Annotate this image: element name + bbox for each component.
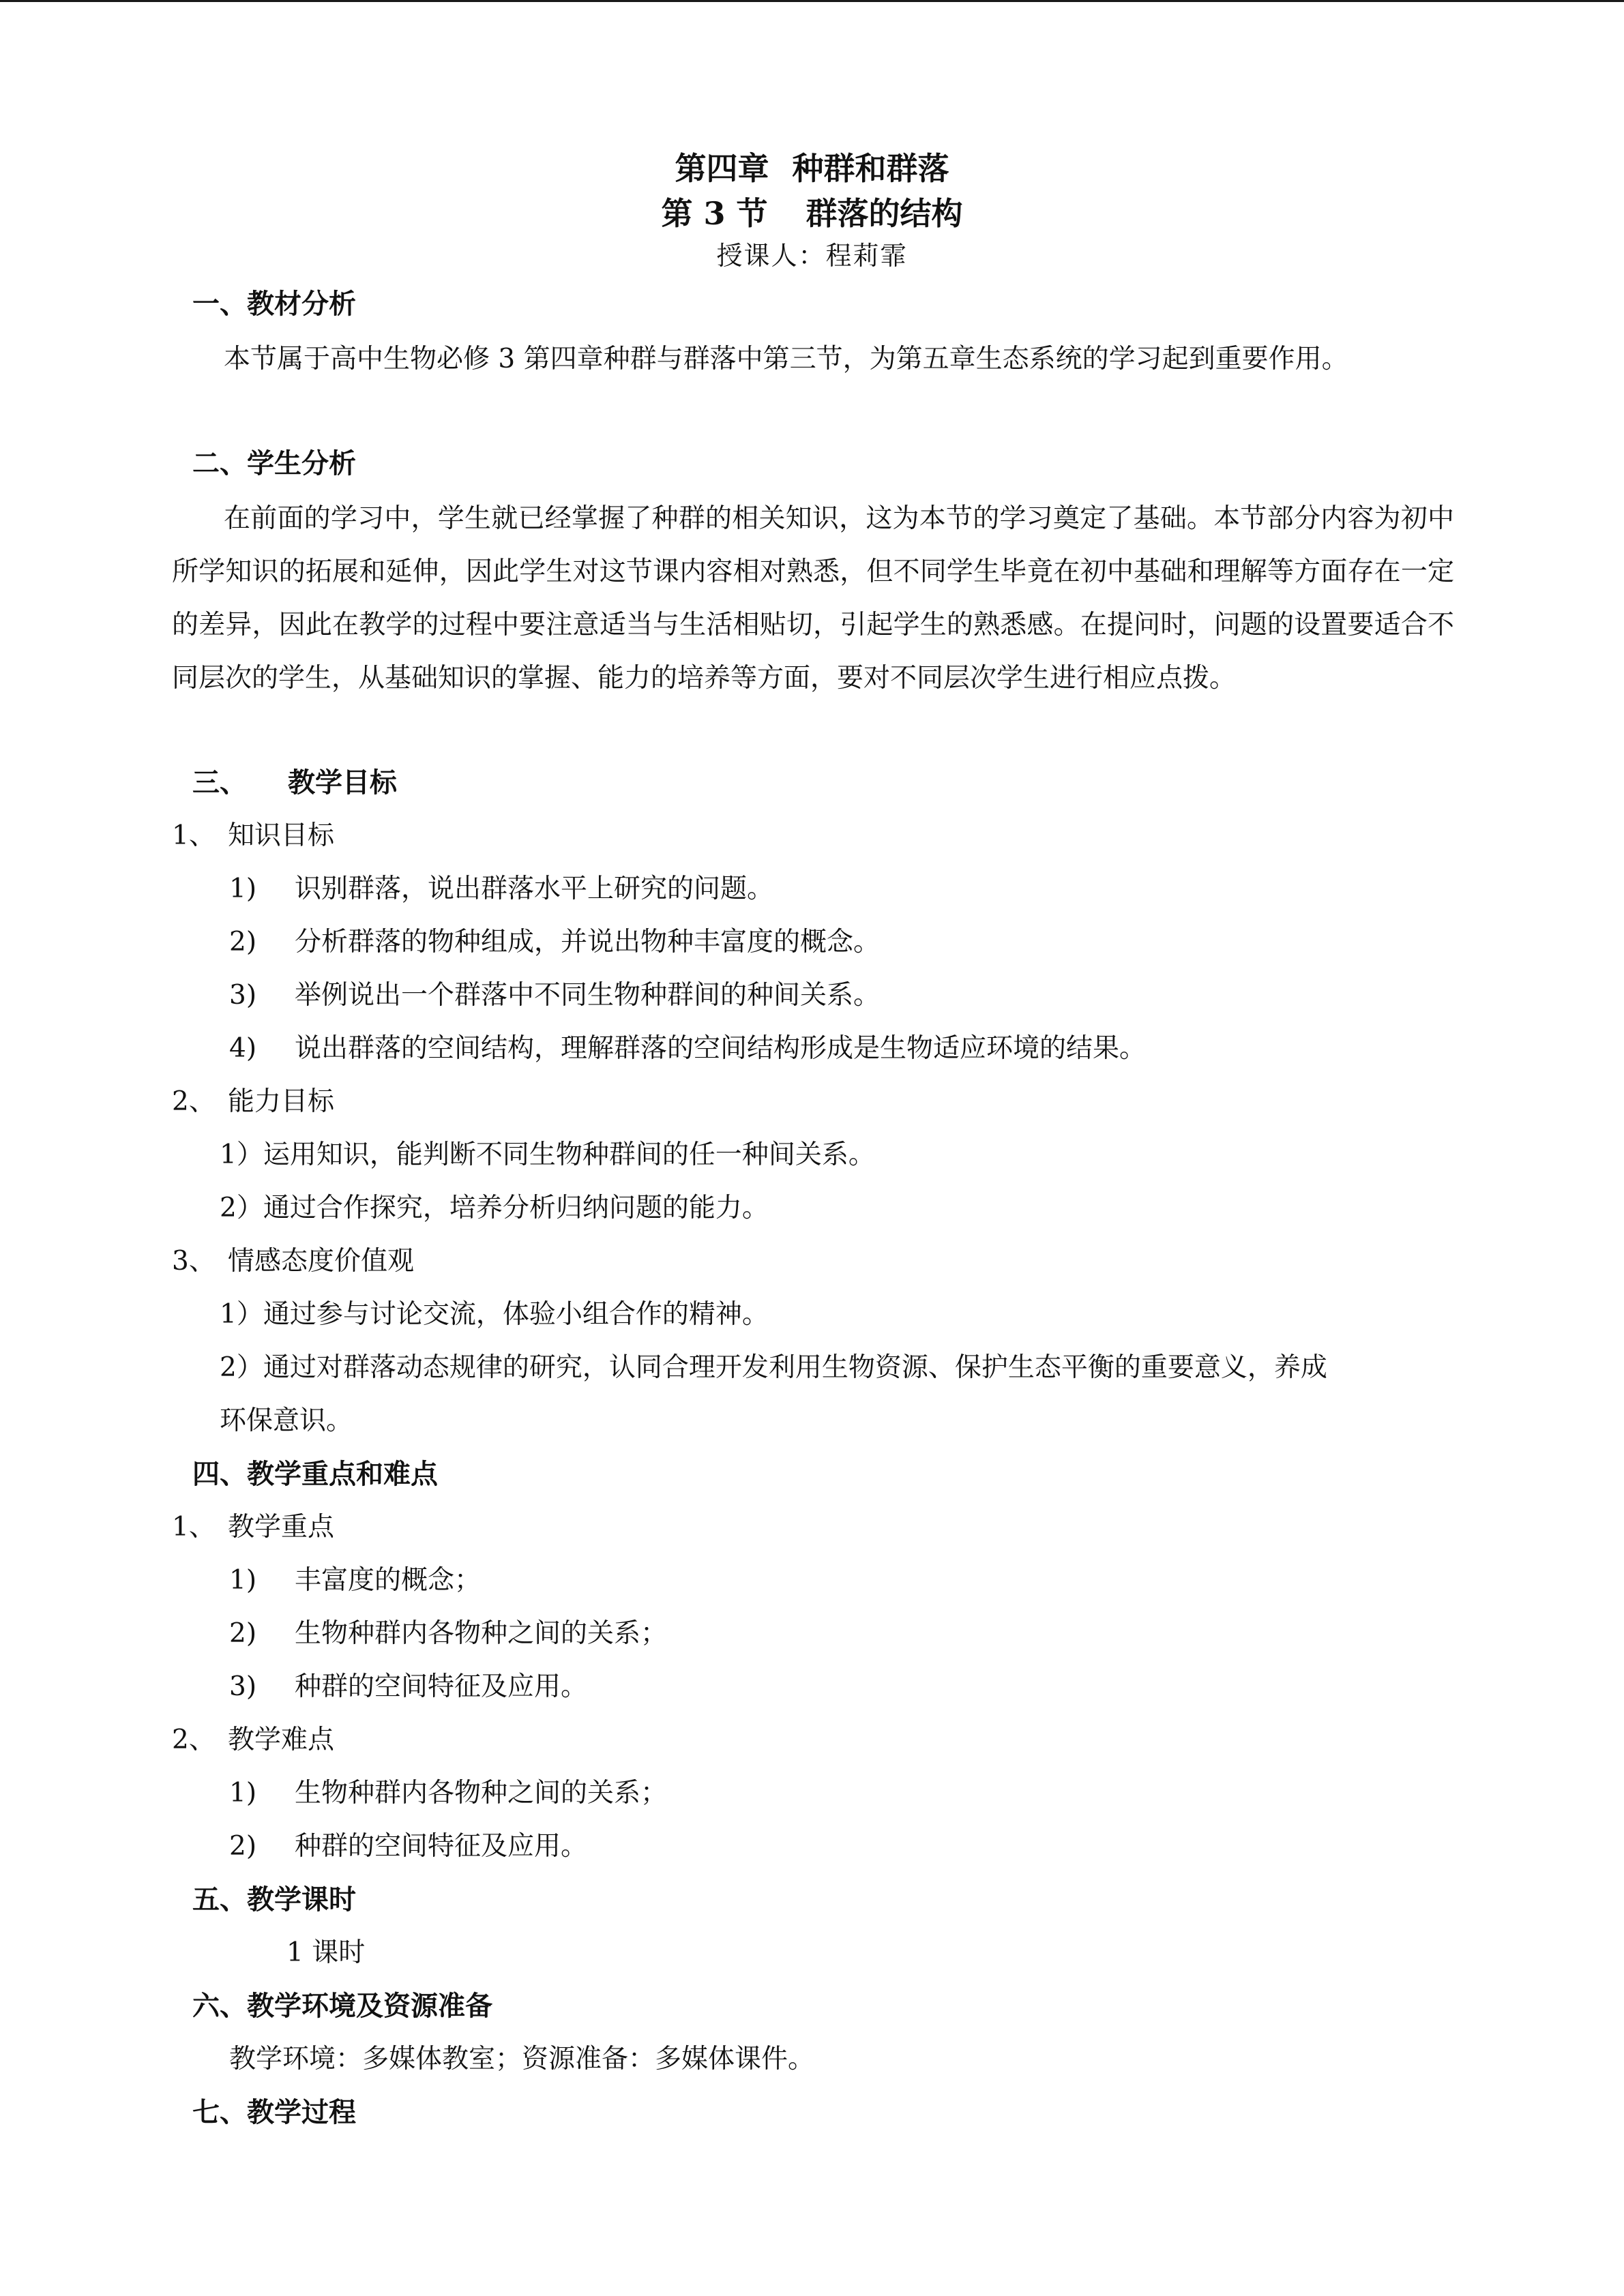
teacher-name: 程莉霏: [825, 241, 908, 271]
students-paragraph: 在前面的学习中，学生就已经掌握了种群的相关知识，这为本节的学习奠定了基础。本节部分内容为初中所学知识的拓展和延伸，因此学生对这节课内容相对熟悉，但不同学生毕竟在初中基础和理解等方面存在一定的差异，因此在教学的过程中要注意适当与生活相贴切，引起学生的熟悉感。在提问时，问题的设置要适合不同层次的学生，从基础知识的掌握、能力的培养等方面，要对不同层次学生进行相应点拨。: [172, 503, 1454, 694]
list-item: [229, 982, 880, 1009]
difficult-label-text: 教学难点: [228, 1725, 335, 1755]
knowledge-label-text: 知识目标: [228, 820, 335, 851]
chapter-title: [0, 150, 1624, 187]
list-item-continuation: 环保意识。: [220, 1405, 353, 1436]
difficult-points-label: [172, 1727, 334, 1753]
list-item: 1）运用知识，能判断不同生物种群间的任一种间关系。: [220, 1139, 875, 1170]
list-item: [229, 1833, 587, 1860]
environment-text: 教学环境：多媒体教室；资源准备：多媒体课件。: [229, 2044, 815, 2074]
materials-paragraph: 本节属于高中生物必修 3 第四章种群与群落中第三节，为第五章生态系统的学习起到重要作用。: [224, 344, 1348, 374]
knowledge-label-number: 1、: [172, 820, 216, 851]
list-item-number: 1): [229, 1778, 257, 1808]
section-heading-environment: 六、教学环境及资源准备: [192, 1990, 492, 2022]
teacher-label: 授课人：: [716, 241, 826, 271]
list-item: 2）通过合作探究，培养分析归纳问题的能力。: [220, 1193, 769, 1223]
chapter-name: 种群和群落: [792, 150, 949, 187]
difficult-label-number: 2、: [172, 1725, 216, 1755]
list-item-text: 识别群落，说出群落水平上研究的问题。: [295, 874, 774, 904]
list-item-text: 举例说出一个群落中不同生物种群间的种间关系。: [295, 980, 881, 1011]
section-heading-students: 二、学生分析: [192, 447, 356, 479]
emotion-objectives-label: [172, 1246, 415, 1277]
ability-objectives-label: [172, 1088, 334, 1115]
list-item: [229, 1780, 667, 1806]
emotion-label-number: 3、: [172, 1246, 216, 1277]
section-name: 群落的结构: [806, 195, 963, 232]
objectives-heading-number: 三、: [192, 766, 247, 799]
chapter-number: 第四章: [675, 150, 769, 187]
class-hours-value: 1 课时: [286, 1937, 366, 1968]
teacher-line: [0, 243, 1624, 269]
list-item-text: 生物种群内各物种之间的关系；: [295, 1618, 668, 1649]
list-item-text: 分析群落的物种组成，并说出物种丰富度的概念。: [295, 927, 881, 957]
ability-label-number: 2、: [172, 1086, 216, 1117]
list-item-number: 2): [229, 1831, 257, 1862]
list-item: [229, 876, 773, 902]
section-heading-class-hours: 五、教学课时: [192, 1883, 356, 1915]
list-item-number: 4): [229, 1033, 257, 1064]
list-item-number: 2): [229, 1618, 257, 1649]
list-item-text: 丰富度的概念；: [295, 1565, 482, 1596]
list-item-text: 种群的空间特征及应用。: [295, 1671, 588, 1702]
list-item-number: 3): [229, 1671, 257, 1702]
knowledge-objectives-label: [172, 822, 334, 849]
list-item-text: 说出群落的空间结构，理解群落的空间结构形成是生物适应环境的结果。: [295, 1033, 1147, 1064]
section-title: [0, 195, 1624, 232]
list-item: 2）通过对群落动态规律的研究，认同合理开发利用生物资源、保护生态平衡的重要意义，养成: [220, 1352, 1327, 1383]
list-item-number: 2): [229, 927, 257, 957]
list-item: [229, 929, 880, 955]
key-points-label: [172, 1514, 334, 1540]
emotion-label-text: 情感态度价值观: [228, 1246, 415, 1277]
list-item-number: 1): [229, 1565, 257, 1596]
key-label-text: 教学重点: [228, 1512, 335, 1542]
list-item: 1）通过参与讨论交流，体验小组合作的精神。: [220, 1299, 769, 1330]
list-item-number: 3): [229, 980, 257, 1011]
list-item-number: 1): [229, 874, 257, 904]
section-number: 第 3 节: [661, 195, 768, 232]
list-item: [229, 1620, 667, 1647]
list-item-text: 种群的空间特征及应用。: [295, 1831, 588, 1862]
key-label-number: 1、: [172, 1512, 216, 1542]
list-item: [229, 1673, 587, 1700]
section-heading-process: 七、教学过程: [192, 2096, 356, 2128]
ability-label-text: 能力目标: [228, 1086, 335, 1117]
list-item-text: 生物种群内各物种之间的关系；: [295, 1778, 668, 1808]
list-item: [229, 1567, 481, 1594]
section-heading-objectives: [192, 766, 397, 799]
section-heading-materials: 一、教材分析: [192, 288, 356, 320]
objectives-heading-text: 教学目标: [288, 766, 397, 799]
section-heading-key-points: 四、教学重点和难点: [192, 1458, 438, 1490]
list-item: [229, 1035, 1146, 1062]
